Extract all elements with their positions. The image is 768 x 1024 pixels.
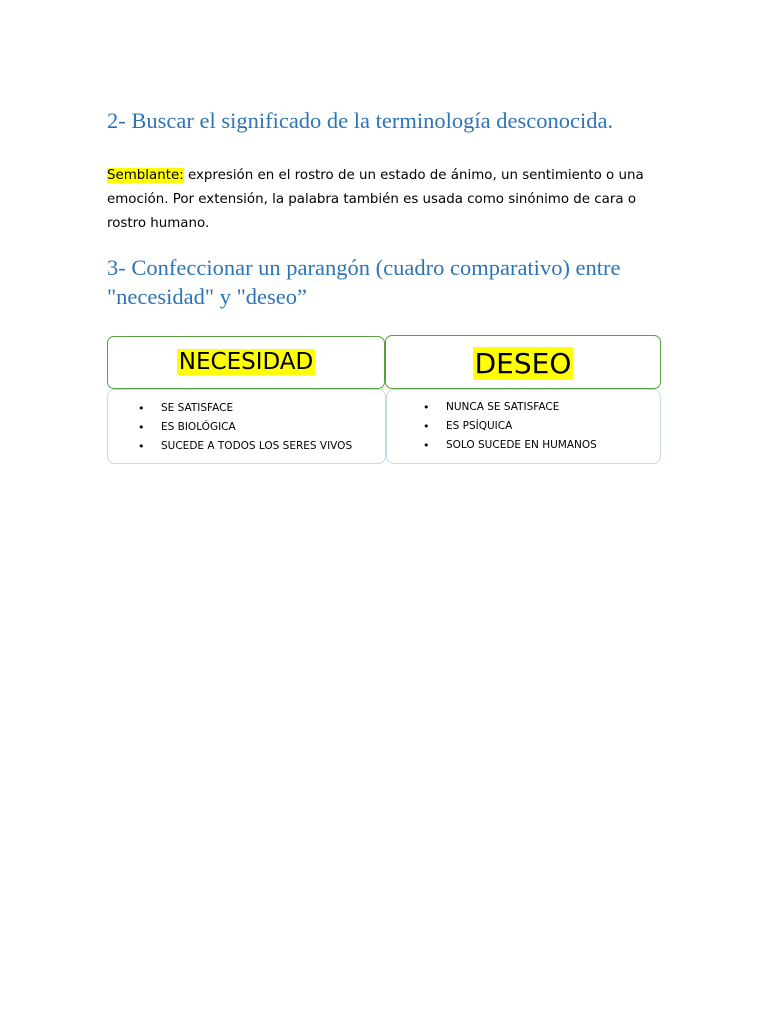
deseo-list-box [386, 389, 661, 464]
list-item: • ES PSÍQUICA [387, 417, 597, 436]
deseo-list [387, 398, 597, 456]
list-item: • ES BIOLÓGICA [108, 418, 352, 437]
necesidad-list-box [107, 389, 386, 464]
necesidad-list [108, 399, 352, 457]
necesidad-title: NECESIDAD [178, 349, 314, 375]
list-item: • NUNCA SE SATISFACE [387, 398, 597, 417]
definition-term: Semblante: [107, 168, 184, 183]
list-item: • SUCEDE A TODOS LOS SERES VIVOS [108, 437, 352, 456]
list-item: • SOLO SUCEDE EN HUMANOS [387, 436, 597, 455]
necesidad-header-box [107, 336, 385, 389]
section-3-heading: 3- Confeccionar un parangón (cuadro comparativo) entre "necesidad" y "deseo” [107, 255, 621, 309]
list-item: • SE SATISFACE [108, 399, 352, 418]
section-2-heading: 2- Buscar el significado de la terminología desconocida. [107, 108, 614, 133]
deseo-header-box [385, 335, 661, 389]
definition-paragraph [107, 164, 667, 237]
definition-text: expresión en el rostro de un estado de ánimo, un sentimiento o una emoción. Por extensión, la palabra también es usada como sinónimo de cara o rostro humano. [107, 168, 644, 232]
deseo-title: DESEO [474, 347, 572, 380]
